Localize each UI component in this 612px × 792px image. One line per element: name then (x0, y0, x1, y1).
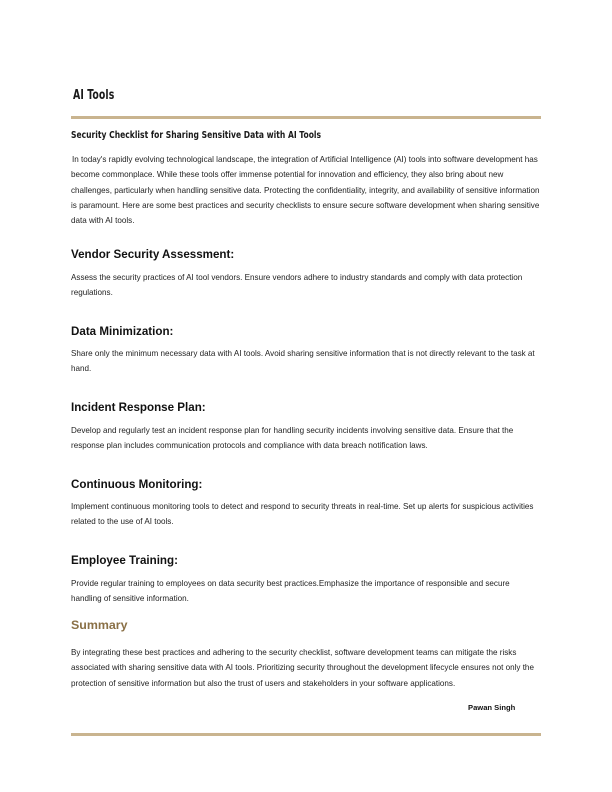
top-divider (71, 116, 541, 119)
intro-paragraph: In today's rapidly evolving technological landscape, the integration of Artificial Intelligence (AI) tools into software development has become commonplace. While these tools offer immense potential for innovation and efficiency, they also bring about new challenges, particularly when handling sensitive data. Protecting the confidentiality, integrity, and availability of sensitive information is paramount. Here are some best practices and security checklists to ensure secure software development when sharing sensitive data with AI tools. (71, 155, 540, 226)
section-body-incident-response: Develop and regularly test an incident response plan for handling security incidents involving sensitive data. Ensure that the response plan includes communication protocols and compliance with data breach notification laws. (71, 426, 514, 451)
summary-body: By integrating these best practices and adhering to the security checklist, software development teams can mitigate the risks associated with sharing sensitive data with AI tools. Prioritizing security throughout the development lifecycle ensures not only the protection of sensitive information but also the trust of users and stakeholders in your software applications. (71, 648, 534, 688)
author-name: Pawan Singh (468, 703, 516, 712)
bottom-divider (71, 733, 541, 736)
section-body-data-minimization: Share only the minimum necessary data with AI tools. Avoid sharing sensitive information that is not directly relevant to the task at hand. (71, 349, 535, 374)
section-heading-continuous-monitoring: Continuous Monitoring: (71, 478, 203, 491)
section-body-employee-training: Provide regular training to employees on data security best practices.Emphasize the importance of responsible and secure handling of sensitive information. (71, 579, 510, 604)
page-title: AI Tools (73, 88, 115, 103)
document-subtitle: Security Checklist for Sharing Sensitive Data with AI Tools (71, 130, 322, 141)
section-heading-incident-response: Incident Response Plan: (71, 401, 206, 414)
section-body-vendor-security: Assess the security practices of AI tool vendors. Ensure vendors adhere to industry standards and comply with data protection regulations. (71, 273, 523, 298)
section-heading-employee-training: Employee Training: (71, 554, 178, 567)
summary-heading: Summary (71, 618, 128, 632)
section-heading-data-minimization: Data Minimization: (71, 325, 174, 338)
section-body-continuous-monitoring: Implement continuous monitoring tools to detect and respond to security threats in real-time. Set up alerts for suspicious activities related to the use of AI tools. (71, 502, 534, 527)
section-heading-vendor-security: Vendor Security Assessment: (71, 248, 235, 261)
